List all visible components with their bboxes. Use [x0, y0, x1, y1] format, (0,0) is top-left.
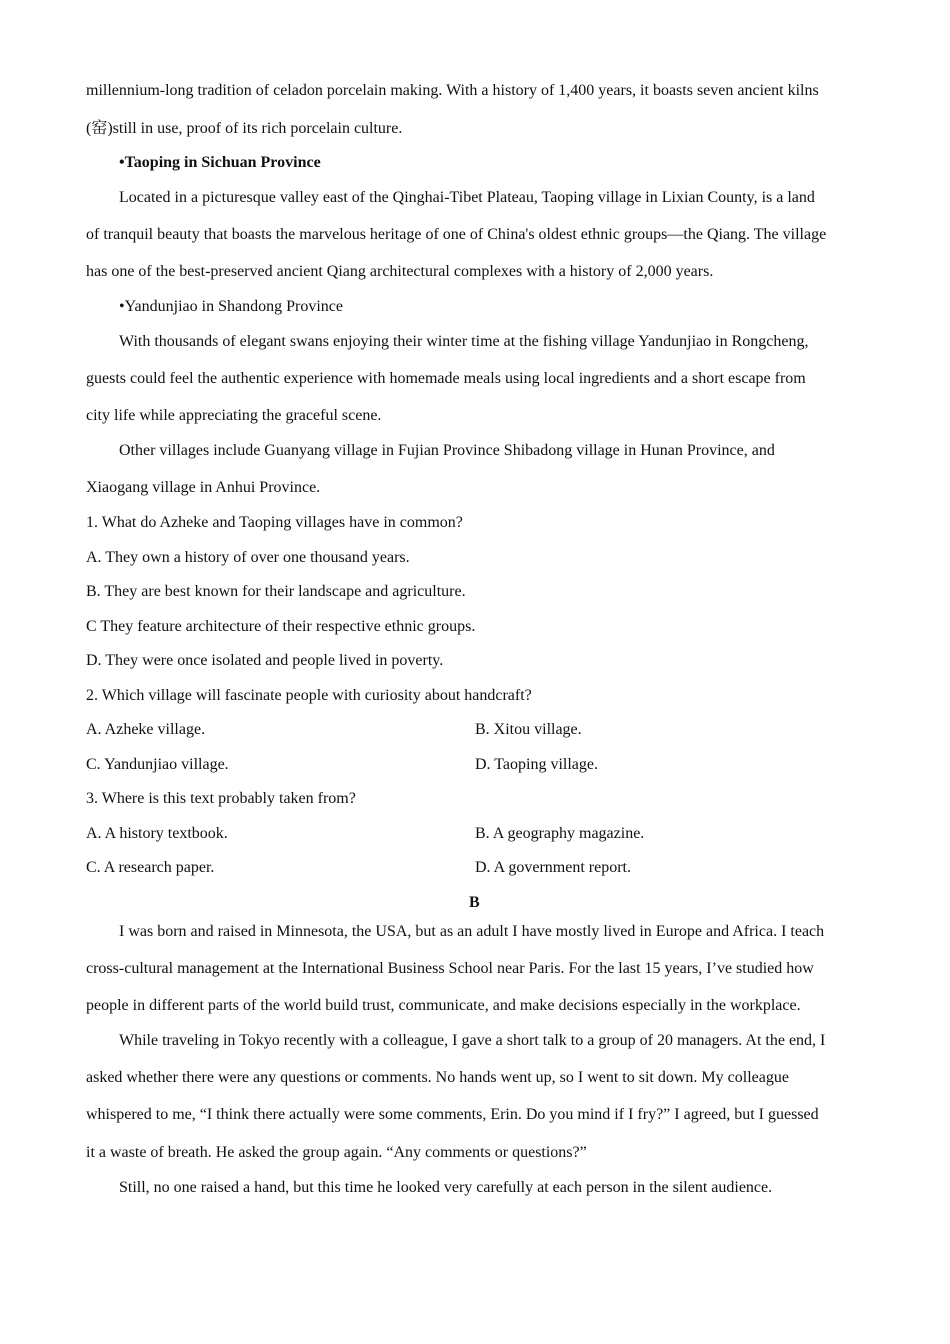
paragraph-line: I was born and raised in Minnesota, the USA, but as an adult I have mostly lived in Europe and Africa. I teach	[119, 923, 825, 940]
paragraph-line: Xiaogang village in Anhui Province.	[86, 479, 321, 496]
question-3-option-c: C. A research paper.	[86, 859, 215, 876]
paragraph-line: people in different parts of the world build trust, communicate, and make decisions especially in the workplace.	[86, 997, 801, 1014]
paragraph-line: millennium-long tradition of celadon porcelain making. With a history of 1,400 years, it boasts seven ancient kilns	[86, 82, 819, 99]
question-1-option-c: C They feature architecture of their respective ethnic groups.	[86, 618, 476, 635]
paragraph-line: it a waste of breath. He asked the group again. “Any comments or questions?”	[86, 1144, 587, 1161]
question-1-stem: 1. What do Azheke and Taoping villages have in common?	[86, 514, 463, 531]
question-3-stem: 3. Where is this text probably taken from?	[86, 790, 356, 807]
question-2-stem: 2. Which village will fascinate people with curiosity about handcraft?	[86, 687, 532, 704]
question-2-option-a: A. Azheke village.	[86, 721, 206, 738]
paragraph-line: cross-cultural management at the International Business School near Paris. For the last 15 years, I’ve studied how	[86, 960, 814, 977]
paragraph-line: whispered to me, “I think there actually were some comments, Erin. Do you mind if I fry?” I agreed, but I guessed	[86, 1106, 819, 1123]
question-2-option-c: C. Yandunjiao village.	[86, 756, 229, 773]
paragraph-line: Still, no one raised a hand, but this time he looked very carefully at each person in the silent audience.	[119, 1179, 773, 1196]
section-heading-taoping: •Taoping in Sichuan Province	[119, 154, 321, 171]
section-heading-b: B	[469, 894, 480, 911]
question-1-option-a: A. They own a history of over one thousand years.	[86, 549, 410, 566]
paragraph-line: has one of the best-preserved ancient Qiang architectural complexes with a history of 2,000 years.	[86, 263, 714, 280]
paragraph-line: Located in a picturesque valley east of the Qinghai-Tibet Plateau, Taoping village in Lixian County, is a land	[119, 189, 815, 206]
paragraph-line: With thousands of elegant swans enjoying their winter time at the fishing village Yandunjiao in Rongcheng,	[119, 333, 809, 350]
paragraph-line: (窑)still in use, proof of its rich porcelain culture.	[86, 120, 403, 137]
paragraph-line: of tranquil beauty that boasts the marvelous heritage of one of China's oldest ethnic groups—the Qiang. The village	[86, 226, 827, 243]
question-1-option-b: B. They are best known for their landscape and agriculture.	[86, 583, 466, 600]
paragraph-line: asked whether there were any questions or comments. No hands went up, so I went to sit down. My colleague	[86, 1069, 789, 1086]
question-3-option-b: B. A geography magazine.	[475, 825, 645, 842]
question-2-option-b: B. Xitou village.	[475, 721, 582, 738]
question-3-option-d: D. A government report.	[475, 859, 631, 876]
paragraph-line: city life while appreciating the graceful scene.	[86, 407, 382, 424]
section-heading-yandunjiao: •Yandunjiao in Shandong Province	[119, 298, 343, 315]
paragraph-line: guests could feel the authentic experience with homemade meals using local ingredients and a short escape from	[86, 370, 806, 387]
question-2-option-d: D. Taoping village.	[475, 756, 599, 773]
question-1-option-d: D. They were once isolated and people lived in poverty.	[86, 652, 444, 669]
question-3-option-a: A. A history textbook.	[86, 825, 228, 842]
paragraph-line: While traveling in Tokyo recently with a colleague, I gave a short talk to a group of 20 managers. At the end, I	[119, 1032, 826, 1049]
paragraph-line: Other villages include Guanyang village in Fujian Province Shibadong village in Hunan Province, and	[119, 442, 775, 459]
